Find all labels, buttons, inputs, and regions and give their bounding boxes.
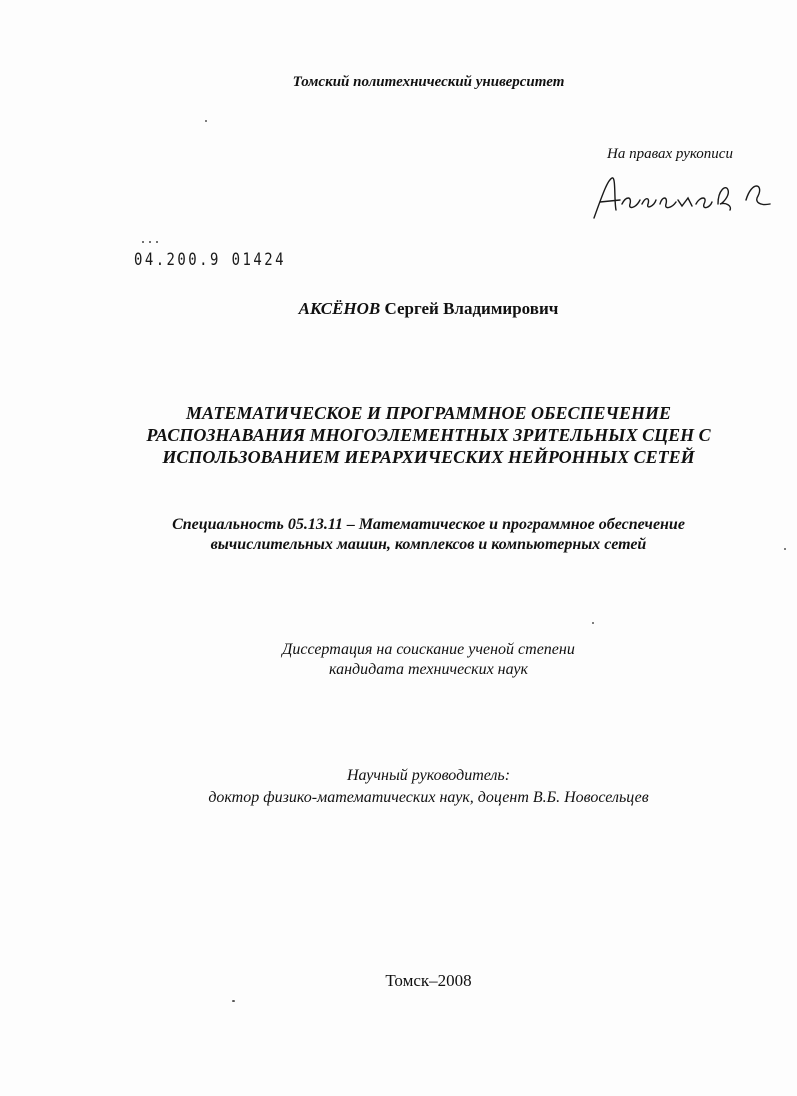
degree-line: Диссертация на соискание ученой степени [282,641,575,658]
scan-speck [205,120,207,122]
author-surname: АКСЁНОВ [298,299,381,318]
manuscript-rights-note: На правах рукописи [607,146,733,162]
author-name [30,299,797,319]
specialty-line: вычислительных машин, комплексов и компьютерных сетей [210,536,647,553]
author-given-names: Сергей Владимирович [380,299,559,318]
title-line: РАСПОЗНАВАНИЯ МНОГОЭЛЕМЕНТНЫХ ЗРИТЕЛЬНЫХ СЦЕН С [146,425,711,445]
city-and-year: Томск–2008 [385,971,472,990]
scan-speck [592,622,594,624]
stamp-marks [140,240,160,244]
supervisor-name: доктор физико-математических наук, доцент В.Б. Новосельцев [208,789,649,806]
specialty [30,515,797,555]
degree-line: кандидата технических наук [329,661,528,678]
specialty-line: Специальность 05.13.11 – Математическое и программное обеспечение [172,516,685,533]
scan-speck [784,548,786,550]
thesis-title [30,402,797,468]
author-signature [586,170,776,226]
title-line: ИСПОЛЬЗОВАНИЕМ ИЕРАРХИЧЕСКИХ НЕЙРОННЫХ СЕТЕЙ [162,447,695,467]
scan-speck [232,1000,235,1002]
title-line: МАТЕМАТИЧЕСКОЕ И ПРОГРАММНОЕ ОБЕСПЕЧЕНИЕ [186,403,671,423]
degree-statement [30,640,797,680]
supervisor-label: Научный руководитель: [346,767,511,784]
scientific-supervisor [30,765,797,809]
registry-stamp: 04.200.9 01424 [134,250,286,270]
university-name: Томский политехнический университет [292,74,565,90]
